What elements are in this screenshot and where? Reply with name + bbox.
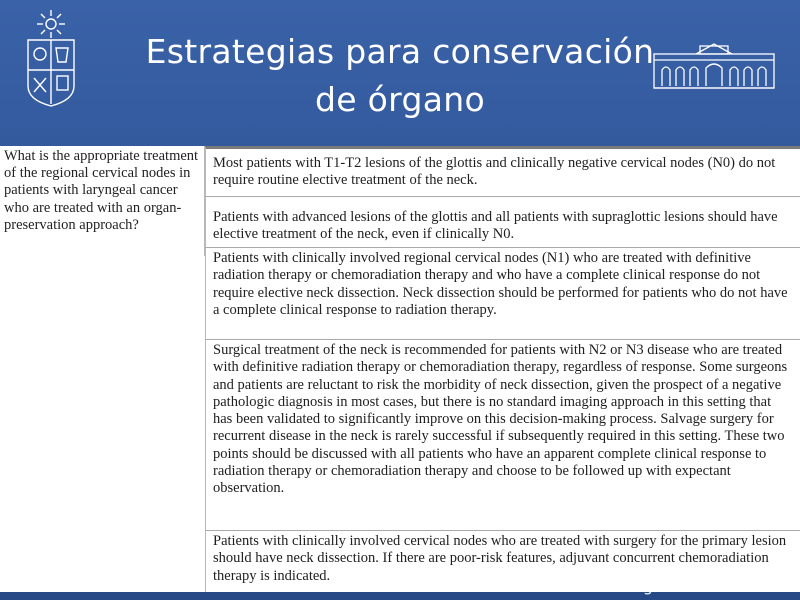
slide-title-line2: de órgano <box>315 80 485 119</box>
question-cell: What is the appropriate treatment of the regional cervical nodes in patients with laryngeal cancer who are treated with an organ-preservation approach? <box>0 146 205 256</box>
answer-cell: Patients with clinically involved regional cervical nodes (N1) who are treated with definitive radiation therapy or chemoradiation therapy and who have a complete clinical response do not require elective neck dissection. Neck dissection should be performed for patients who do not have a complete clinical response to radiation therapy. <box>205 247 800 339</box>
answer-cell: Patients with clinically involved cervical nodes who are treated with surgery for the primary lesion should have neck dissection. If there are poor-risk features, adjuvant concurrent chemoradiation therapy is indicated. <box>205 530 800 592</box>
answer-cell: Patients with advanced lesions of the glottis and all patients with supraglottic lesions should have elective treatment of the neck, even if clinically N0. <box>205 196 800 247</box>
slide-title-line1: Estrategias para conservación <box>145 32 655 71</box>
university-seal-icon <box>22 8 80 108</box>
slide-title <box>80 28 720 124</box>
content-table <box>0 146 800 592</box>
answers-column <box>205 146 800 592</box>
answer-cell: Most patients with T1-T2 lesions of the glottis and clinically negative cervical nodes (N0) do not require routine elective treatment of the neck. <box>205 146 800 196</box>
answer-cell: Surgical treatment of the neck is recommended for patients with N2 or N3 disease who are treated with definitive radiation therapy or chemoradiation therapy, regardless of response. Some surgeons and patients are reluctant to risk the morbidity of neck dissection, given the prospect of a negative pathologic diagnosis in most cases, but there is no standard imaging approach in this setting that has been validated to significantly improve on this decision-making process. Salvage surgery for recurrent disease in the neck is rarely successful if subsequently required in this setting. These two points should be discussed with all patients who have an apparent complete clinical response to radiation therapy or chemoradiation therapy and choose to be followed up with expectant observation. <box>205 339 800 530</box>
